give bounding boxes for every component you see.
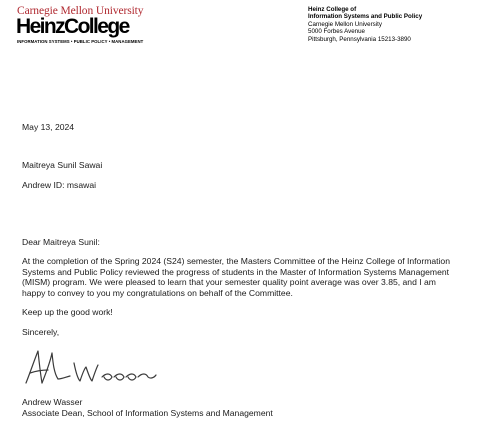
signer-title: Associate Dean, School of Information Systems and Management: [22, 408, 273, 418]
andrew-id: Andrew ID: msawai: [22, 180, 97, 190]
encouragement: Keep up the good work!: [22, 307, 113, 317]
letter-date: May 13, 2024: [22, 122, 75, 132]
address-org-line1: Heinz College of: [308, 6, 357, 13]
address-line5: Pittsburgh, Pennsylvania 15213-3890: [308, 35, 411, 43]
address-line3: Carnegie Mellon University: [308, 20, 382, 28]
paragraph-line: happy to convey to you my congratulations on behalf of the Committee.: [22, 287, 293, 298]
recipient-name: Maitreya Sunil Sawai: [22, 160, 103, 170]
college-tagline: INFORMATION SYSTEMS • PUBLIC POLICY • MANAGEMENT: [17, 39, 144, 44]
salutation: Dear Maitreya Sunil:: [22, 237, 100, 247]
college-logo: HeinzCollege: [16, 15, 129, 38]
college-address: [308, 6, 422, 43]
handwritten-signature: [22, 343, 162, 391]
letter-paragraph: [22, 256, 472, 298]
address-org-line2: Information Systems and Public Policy: [308, 13, 423, 21]
paragraph-line: Systems and Public Policy reviewed the progress of students in the Master of Information Systems Management: [22, 266, 450, 277]
signer-name: Andrew Wasser: [22, 397, 83, 407]
paragraph-line: At the completion of the Spring 2024 (S24) semester, the Masters Committee of the Heinz College of Information: [22, 256, 450, 266]
university-name: Carnegie Mellon University: [17, 5, 144, 17]
address-line4: 5000 Forbes Avenue: [308, 28, 365, 36]
closing: Sincerely,: [22, 327, 60, 337]
paragraph-line: (MISM) program. We were pleased to learn that your semester quality point average was over 3.85, and I am: [22, 277, 436, 288]
